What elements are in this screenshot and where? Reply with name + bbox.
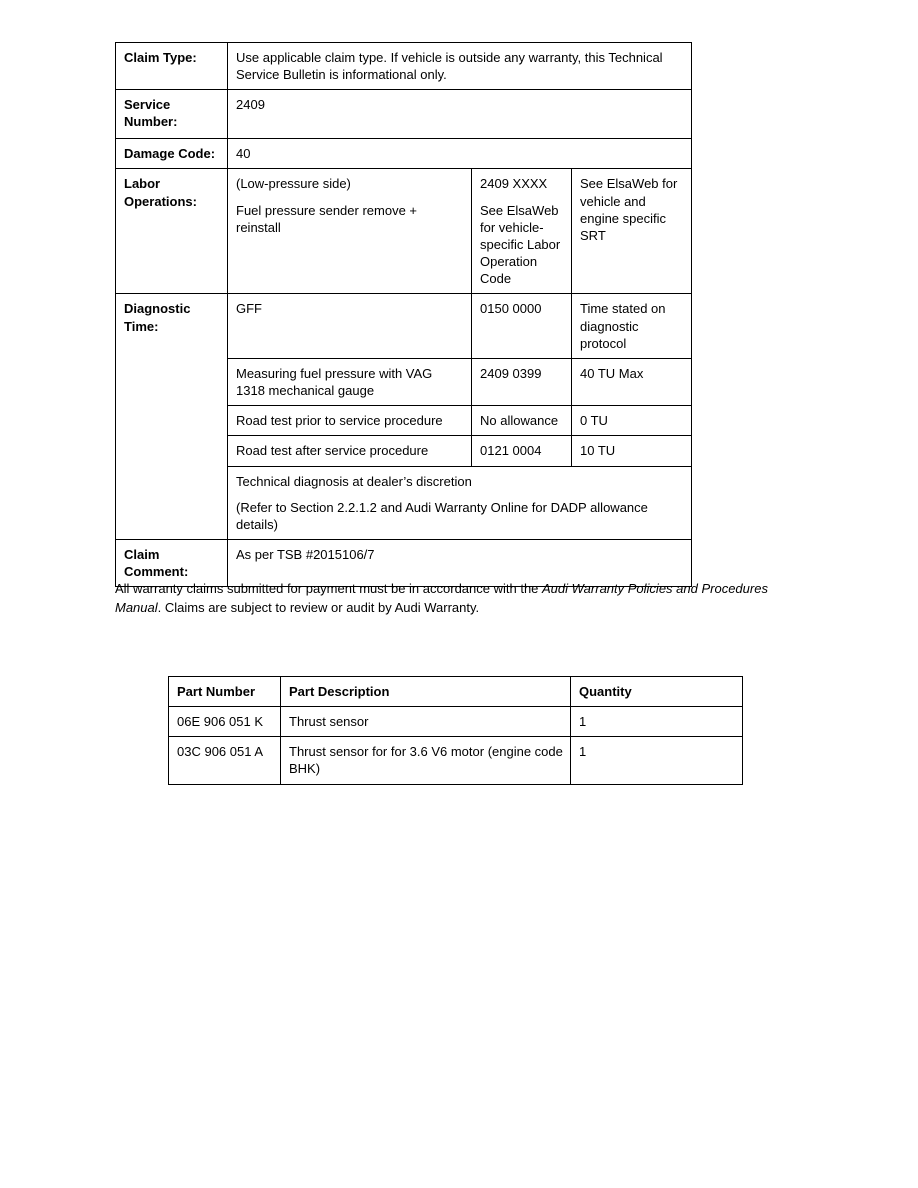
diagnostic-row-note: Time stated on diagnostic protocol bbox=[572, 294, 692, 358]
part-number-cell: 03C 906 051 A bbox=[169, 737, 281, 784]
labor-operations-description bbox=[228, 169, 472, 294]
diagnostic-row-code: 0121 0004 bbox=[472, 436, 572, 466]
parts-header-row bbox=[169, 677, 743, 707]
claim-type-label: Claim Type: bbox=[116, 43, 228, 90]
labor-operations-label: Labor Operations: bbox=[116, 169, 228, 294]
diagnostic-row-note: 40 TU Max bbox=[572, 358, 692, 405]
labor-operations-code bbox=[472, 169, 572, 294]
table-row bbox=[169, 707, 743, 737]
service-number-value: 2409 bbox=[228, 90, 692, 139]
diagnostic-row-desc: GFF bbox=[228, 294, 472, 358]
note-text-part2: . Claims are subject to review or audit by Audi Warranty. bbox=[157, 599, 480, 615]
part-description-cell: Thrust sensor bbox=[281, 707, 571, 737]
diagnostic-row-code: No allowance bbox=[472, 406, 572, 436]
note-text-italic: Audi Warranty Policies and Procedures Manual bbox=[115, 581, 768, 615]
labor-code-line2: See ElsaWeb for vehicle-specific Labor Operation Code bbox=[480, 202, 561, 287]
labor-desc-line2: Fuel pressure sender remove + reinstall bbox=[236, 202, 418, 235]
table-row bbox=[116, 169, 692, 294]
warranty-claims-table bbox=[115, 42, 692, 587]
diagnostic-footer-line2: (Refer to Section 2.2.1.2 and Audi Warranty Online for DADP allowance details) bbox=[236, 499, 648, 532]
part-quantity-cell: 1 bbox=[571, 707, 743, 737]
diagnostic-row-code: 0150 0000 bbox=[472, 294, 572, 358]
claim-comment-label: Claim Comment: bbox=[116, 539, 228, 586]
diagnostic-time-label: Diagnostic Time: bbox=[116, 294, 228, 540]
parts-table bbox=[168, 676, 743, 785]
table-row bbox=[169, 737, 743, 784]
diagnostic-footer-cell bbox=[228, 466, 692, 539]
claim-comment-value: As per TSB #2015106/7 bbox=[228, 539, 692, 586]
parts-header-part-number: Part Number bbox=[169, 677, 281, 707]
diagnostic-row-desc: Road test prior to service procedure bbox=[228, 406, 472, 436]
note-text-part1: All warranty claims submitted for payment must be in accordance with the bbox=[115, 581, 543, 596]
diagnostic-row-note: 10 TU bbox=[572, 436, 692, 466]
damage-code-value: 40 bbox=[228, 139, 692, 169]
labor-code-line1: 2409 XXXX bbox=[480, 176, 548, 192]
diagnostic-row-note: 0 TU bbox=[572, 406, 692, 436]
part-number-cell: 06E 906 051 K bbox=[169, 707, 281, 737]
diagnostic-row-desc: Road test after service procedure bbox=[228, 436, 472, 466]
diagnostic-row-desc: Measuring fuel pressure with VAG 1318 mechanical gauge bbox=[228, 358, 472, 405]
table-row bbox=[116, 139, 692, 169]
part-quantity-cell: 1 bbox=[571, 737, 743, 784]
table-row bbox=[116, 294, 692, 358]
parts-header-quantity: Quantity bbox=[571, 677, 743, 707]
diagnostic-row-code: 2409 0399 bbox=[472, 358, 572, 405]
labor-operations-note: See ElsaWeb for vehicle and engine specific SRT bbox=[572, 169, 692, 294]
warranty-note-paragraph bbox=[115, 580, 807, 618]
labor-desc-line1: (Low-pressure side) bbox=[236, 176, 351, 192]
damage-code-label: Damage Code: bbox=[116, 139, 228, 169]
table-row bbox=[116, 90, 692, 139]
service-number-label: Service Number: bbox=[116, 90, 228, 139]
claim-type-value: Use applicable claim type. If vehicle is outside any warranty, this Technical Service Bulletin is informational only. bbox=[228, 43, 692, 90]
part-description-cell: Thrust sensor for for 3.6 V6 motor (engine code BHK) bbox=[281, 737, 571, 784]
table-row bbox=[116, 43, 692, 90]
parts-header-description: Part Description bbox=[281, 677, 571, 707]
diagnostic-footer-line1: Technical diagnosis at dealer’s discretion bbox=[236, 473, 472, 489]
